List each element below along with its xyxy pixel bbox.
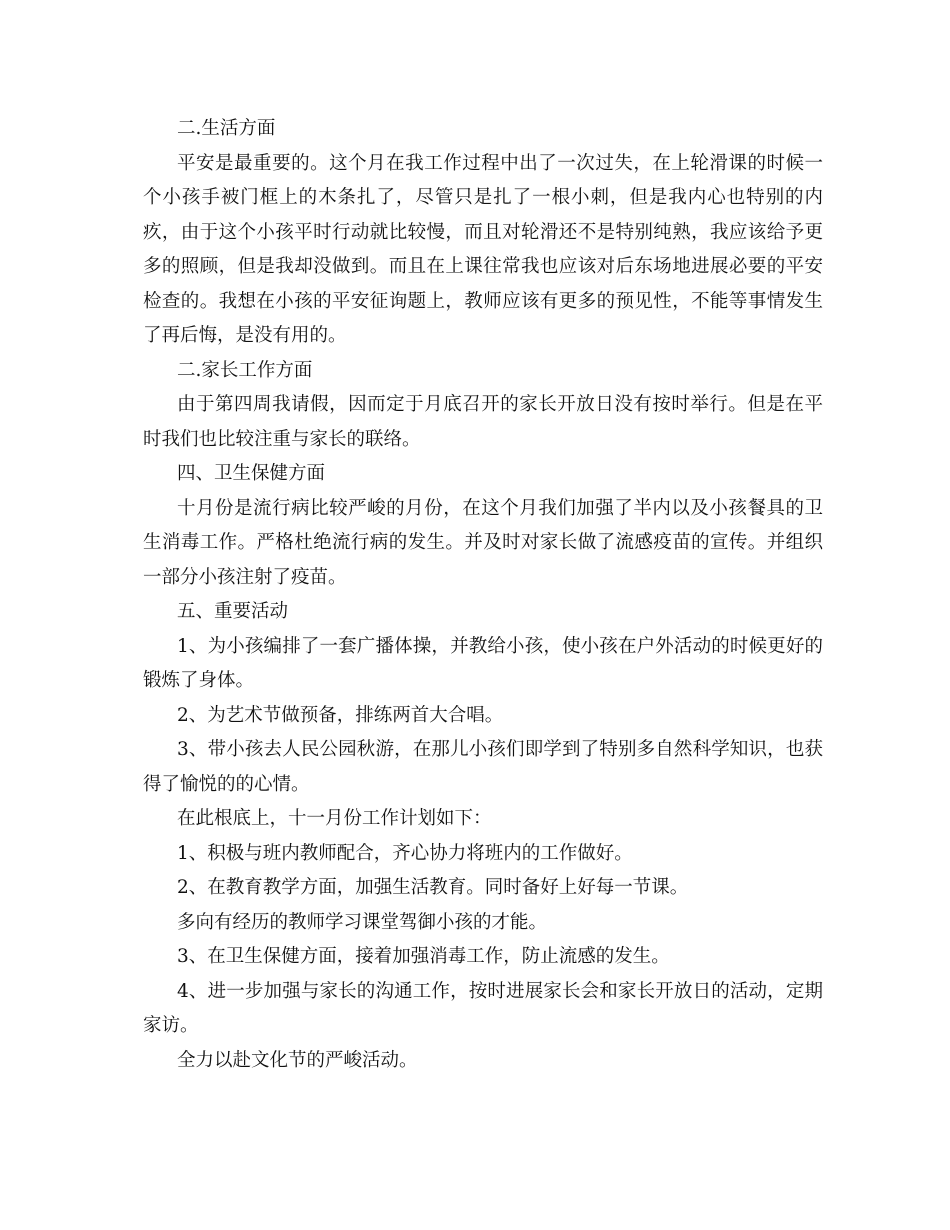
section-heading-parents: 二.家长工作方面: [177, 359, 313, 381]
section-heading-activities: 五、重要活动: [177, 601, 289, 622]
plan-item-2: 2、在教育教学方面，加强生活教育。同时备好上好每一节课。: [177, 877, 689, 898]
paragraph-parents: 由于第四周我请假，因而定于月底召开的家长开放日没有按时举行。但是在平时我们也比较注重与家长的联络。: [143, 394, 823, 450]
plan-item-1: 1、积极与班内教师配合，齐心协力将班内的工作做好。: [177, 842, 633, 864]
plan-item-3: 3、在卫生保健方面，接着加强消毒工作，防止流感的发生。: [177, 946, 670, 967]
section-heading-life: 二.生活方面: [177, 118, 276, 139]
paragraph-safety: 平安是最重要的。这个月在我工作过程中出了一次过失，在上轮滑课的时候一个小孩手被门框上的木条扎了，尽管只是扎了一根小刺，但是我内心也特别的内疚，由于这个小孩平时行动就比较慢，而且对轮滑还不是特别纯熟，我应该给予更多的照顾，但是我却没做到。而且在上课往常我也应该对后东场地进展必要的平安检查的。我想在小孩的平安征询题上，教师应该有更多的预见性，不能等事情发生了再后悔，是没有用的。: [143, 152, 823, 346]
paragraph-health: 十月份是流行病比较严峻的月份，在这个月我们加强了半内以及小孩餐具的卫生消毒工作。严格杜绝流行病的发生。并及时对家长做了流感疫苗的宣传。并组织一部分小孩注射了疫苗。: [143, 497, 823, 588]
activity-item-3: 3、带小孩去人民公园秋游，在那儿小孩们即学到了特别多自然科学知识，也获得了愉悦的的心情。: [143, 739, 823, 795]
plan-item-4: 4、进一步加强与家长的沟通工作，按时进展家长会和家长开放日的活动，定期家访。: [143, 980, 823, 1036]
plan-item-2-continued: 多向有经历的教师学习课堂驾御小孩的才能。: [177, 911, 548, 933]
section-heading-health: 四、卫生保健方面: [177, 463, 326, 484]
plan-closing: 全力以赴文化节的严峻活动。: [177, 1049, 418, 1071]
activity-item-2: 2、为艺术节做预备，排练两首大合唱。: [177, 704, 504, 726]
plan-intro: 在此根底上，十一月份工作计划如下：: [177, 808, 492, 829]
document-body: [143, 112, 823, 1078]
activity-item-1: 1、为小孩编排了一套广播体操，并教给小孩，使小孩在户外活动的时候更好的锻炼了身体。: [143, 635, 823, 691]
